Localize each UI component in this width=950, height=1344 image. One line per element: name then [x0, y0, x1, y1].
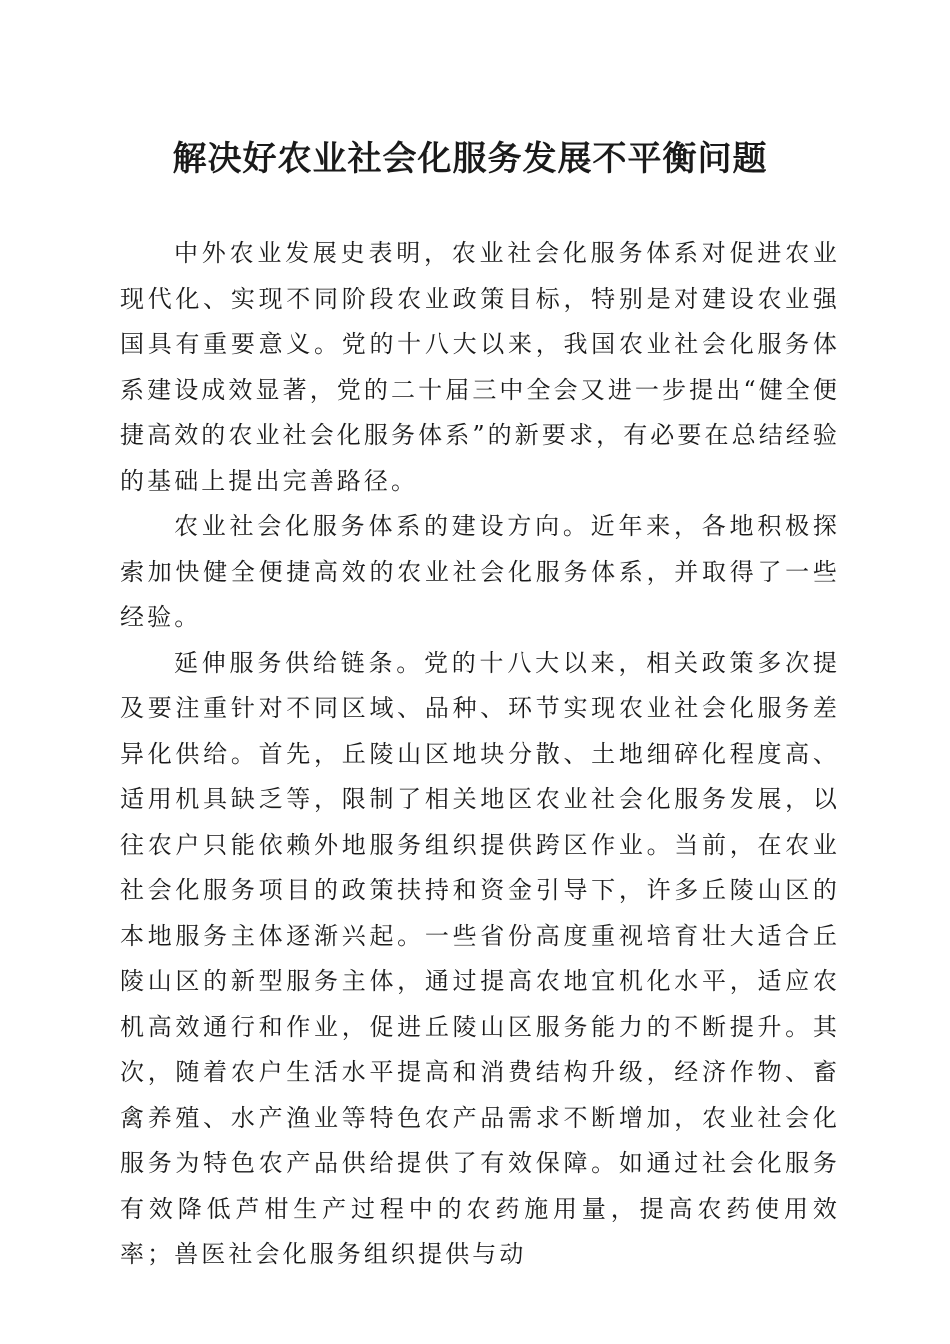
- document-body: [120, 231, 840, 1278]
- paragraph-supply-chain: 延伸服务供给链条。党的十八大以来，相关政策多次提及要注重针对不同区域、品种、环节实现农业社会化服务差异化供给。首先，丘陵山区地块分散、土地细碎化程度高、适用机具缺乏等，限制了相关地区农业社会化服务发展，以往农户只能依赖外地服务组织提供跨区作业。当前，在农业社会化服务项目的政策扶持和资金引导下，许多丘陵山区的本地服务主体逐渐兴起。一些省份高度重视培育壮大适合丘陵山区的新型服务主体，通过提高农地宜机化水平，适应农机高效通行和作业，促进丘陵山区服务能力的不断提升。其次，随着农户生活水平提高和消费结构升级，经济作物、畜禽养殖、水产渔业等特色农产品需求不断增加，农业社会化服务为特色农产品供给提供了有效保障。如通过社会化服务有效降低芦柑生产过程中的农药施用量，提高农药使用效率；兽医社会化服务组织提供与动: [120, 648, 840, 1268]
- paragraph-intro: 中外农业发展史表明，农业社会化服务体系对促进农业现代化、实现不同阶段农业政策目标，特别是对建设农业强国具有重要意义。党的十八大以来，我国农业社会化服务体系建设成效显著，党的二十届三中全会又进一步提出“健全便捷高效的农业社会化服务体系”的新要求，有必要在总结经验的基础上提出完善路径。: [120, 239, 840, 495]
- paragraph-direction: 农业社会化服务体系的建设方向。近年来，各地积极探索加快健全便捷高效的农业社会化服务体系，并取得了一些经验。: [120, 512, 840, 631]
- document-title: 解决好农业社会化服务发展不平衡问题: [172, 139, 768, 179]
